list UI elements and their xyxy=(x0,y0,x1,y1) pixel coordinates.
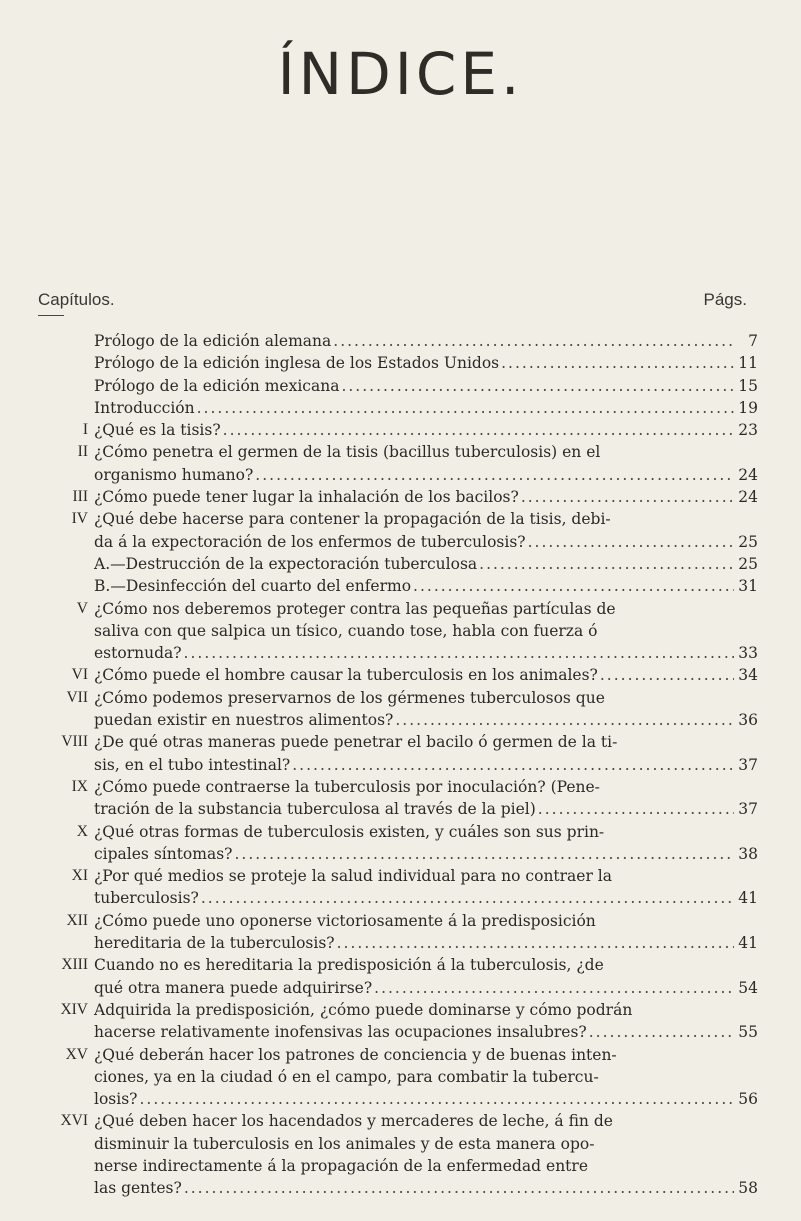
toc-entry xyxy=(38,910,758,955)
entry-last-line xyxy=(94,1088,758,1110)
entry-text-line: ¿Por qué medios se proteje la salud individual para no contraer la xyxy=(94,867,613,886)
entry-title: losis? xyxy=(94,1090,138,1109)
dot-leader xyxy=(201,887,734,909)
entry-text-line: ¿Qué debe hacerse para contener la propagación de la tisis, debi- xyxy=(94,510,611,529)
page-number: 54 xyxy=(738,978,758,997)
chapters-column-header: Capítulos. xyxy=(38,290,115,309)
dot-leader xyxy=(341,375,734,397)
page-number: 19 xyxy=(738,398,758,417)
toc-entry xyxy=(38,954,758,999)
header-rule xyxy=(38,315,64,316)
chapter-number: III xyxy=(72,488,88,506)
entry-title: hacerse relativamente inofensivas las ocupaciones insalubres? xyxy=(94,1023,587,1042)
entry-text-line: saliva con que salpica un tísico, cuando tose, habla con fuerza ó xyxy=(94,621,598,640)
toc-entry xyxy=(38,1110,758,1199)
entry-last-line xyxy=(94,798,758,820)
dot-leader xyxy=(184,642,734,664)
page-number: 56 xyxy=(738,1090,758,1109)
entry-title: A.—Destrucción de la expectoración tuberculosa xyxy=(94,554,478,573)
chapter-number: XI xyxy=(71,867,88,885)
dot-leader xyxy=(292,754,734,776)
chapter-number: VI xyxy=(71,666,88,684)
entry-text-line: ciones, ya en la ciudad ó en el campo, para combatir la tubercu- xyxy=(94,1067,599,1086)
entry-last-line xyxy=(94,664,758,686)
entry-title: B.—Desinfección del cuarto del enfermo xyxy=(94,577,412,596)
toc-entry xyxy=(38,375,758,397)
entry-last-line xyxy=(94,486,758,508)
entry-last-line xyxy=(94,642,758,664)
entry-text-line: ¿Cómo penetra el germen de la tisis (bacillus tuberculosis) en el xyxy=(94,443,601,462)
page-number: 25 xyxy=(738,554,758,573)
toc-entry xyxy=(38,419,758,441)
page-number: 33 xyxy=(738,644,758,663)
chapter-number: XIII xyxy=(61,956,88,974)
entry-title: tuberculosis? xyxy=(94,889,199,908)
entry-last-line xyxy=(94,932,758,954)
toc-entry xyxy=(38,397,758,419)
page-number: 7 xyxy=(748,332,758,350)
toc-entry xyxy=(38,352,758,374)
entry-text-line: ¿Cómo nos deberemos proteger contra las pequeñas partículas de xyxy=(94,599,616,618)
entry-last-line xyxy=(94,575,758,597)
toc-entry xyxy=(38,598,758,665)
entry-title: Introducción xyxy=(94,398,195,417)
entry-last-line xyxy=(94,1177,758,1199)
entry-last-line xyxy=(94,977,758,999)
entry-text-line: nerse indirectamente á la propagación de la enfermedad entre xyxy=(94,1156,588,1175)
entry-title: hereditaria de la tuberculosis? xyxy=(94,934,335,953)
entry-title: cipales síntomas? xyxy=(94,844,233,863)
entry-title: ¿Cómo puede tener lugar la inhalación de los bacilos? xyxy=(94,488,519,507)
entry-last-line xyxy=(94,1021,758,1043)
page-number: 36 xyxy=(738,711,758,730)
entry-text-line: Cuando no es hereditaria la predisposición á la tuberculosis, ¿de xyxy=(94,956,604,975)
dot-leader xyxy=(197,397,734,419)
dot-leader xyxy=(600,664,734,686)
dot-leader xyxy=(395,709,734,731)
page-number: 25 xyxy=(738,532,758,551)
entry-title: qué otra manera puede adquirirse? xyxy=(94,978,373,997)
entry-title: Prólogo de la edición alemana xyxy=(94,332,332,350)
dot-leader xyxy=(223,419,734,441)
entry-title: ¿Cómo puede el hombre causar la tuberculosis en los animales? xyxy=(94,666,598,685)
toc-entry xyxy=(38,575,758,597)
toc-entry xyxy=(38,508,758,553)
page-number: 34 xyxy=(738,666,758,685)
entry-text-line: ¿Qué deberán hacer los patrones de conciencia y de buenas inten- xyxy=(94,1045,617,1064)
entry-last-line xyxy=(94,397,758,419)
page-number: 55 xyxy=(738,1023,758,1042)
page-title: ÍNDICE. xyxy=(277,40,524,108)
dot-leader xyxy=(521,486,734,508)
entry-text-line: ¿Cómo podemos preservarnos de los gérmenes tuberculosos que xyxy=(94,688,605,707)
chapter-number: II xyxy=(77,443,88,461)
dot-leader xyxy=(337,932,734,954)
dot-leader xyxy=(528,531,734,553)
entry-last-line xyxy=(94,553,758,575)
entry-text-line: ¿Qué otras formas de tuberculosis existen, y cuáles son sus prin- xyxy=(94,822,605,841)
entry-title: estornuda? xyxy=(94,644,182,663)
chapter-number: XIV xyxy=(60,1000,88,1018)
entry-last-line xyxy=(94,352,758,374)
entry-text-line: Adquirida la predisposición, ¿cómo puede dominarse y cómo podrán xyxy=(94,1000,633,1019)
toc-entry xyxy=(38,553,758,575)
chapter-number: IV xyxy=(71,510,88,528)
entry-text-line: ¿Cómo puede contraerse la tuberculosis por inoculación? (Pene- xyxy=(94,777,600,796)
dot-leader xyxy=(139,1088,734,1110)
entry-title: puedan existir en nuestros alimentos? xyxy=(94,711,394,730)
entry-last-line xyxy=(94,330,758,352)
dot-leader xyxy=(374,977,734,999)
chapter-number: XII xyxy=(66,911,88,929)
page-number: 38 xyxy=(738,844,758,863)
page-number: 24 xyxy=(738,465,758,484)
entry-last-line xyxy=(94,843,758,865)
page-number: 58 xyxy=(738,1179,758,1198)
dot-leader xyxy=(413,575,734,597)
chapter-number: VII xyxy=(66,688,88,706)
toc-entry xyxy=(38,330,758,352)
toc-entry xyxy=(38,441,758,486)
entry-text-line: ¿De qué otras maneras puede penetrar el bacilo ó germen de la ti- xyxy=(94,733,618,752)
pages-column-header: Págs. xyxy=(703,290,747,309)
chapter-number: X xyxy=(76,822,88,840)
entry-last-line xyxy=(94,419,758,441)
entry-title: Prólogo de la edición mexicana xyxy=(94,376,340,395)
entry-title: organismo humano? xyxy=(94,465,254,484)
dot-leader xyxy=(589,1021,734,1043)
table-of-contents xyxy=(38,330,758,1200)
entry-last-line xyxy=(94,709,758,731)
dot-leader xyxy=(538,798,734,820)
entry-text-line: disminuir la tuberculosis en los animales y de esta manera opo- xyxy=(94,1134,595,1153)
page-number: 23 xyxy=(738,421,758,440)
dot-leader xyxy=(333,330,734,352)
chapter-number: XVI xyxy=(60,1112,88,1130)
toc-entry xyxy=(38,999,758,1044)
entry-title: ¿Qué es la tisis? xyxy=(94,421,221,440)
toc-entry xyxy=(38,664,758,686)
page-number: 41 xyxy=(738,889,758,908)
page-number: 41 xyxy=(738,934,758,953)
entry-last-line xyxy=(94,375,758,397)
entry-title: las gentes? xyxy=(94,1179,182,1198)
toc-entry xyxy=(38,1044,758,1111)
chapter-number: IX xyxy=(71,777,88,795)
dot-leader xyxy=(234,843,734,865)
chapter-number: I xyxy=(82,421,88,439)
entry-text-line: ¿Qué deben hacer los hacendados y mercaderes de leche, á fin de xyxy=(94,1112,613,1131)
toc-entry xyxy=(38,687,758,732)
chapter-number: V xyxy=(76,599,88,617)
toc-entry xyxy=(38,821,758,866)
dot-leader xyxy=(255,464,734,486)
page-number: 24 xyxy=(738,488,758,507)
page-number: 31 xyxy=(738,577,758,596)
toc-entry xyxy=(38,731,758,776)
dot-leader xyxy=(501,352,734,374)
page-number: 37 xyxy=(738,800,758,819)
toc-entry xyxy=(38,486,758,508)
page-number: 37 xyxy=(738,755,758,774)
entry-title: da á la expectoración de los enfermos de tuberculosis? xyxy=(94,532,526,551)
entry-title: tración de la substancia tuberculosa al través de la piel) xyxy=(94,800,536,819)
page-number: 11 xyxy=(738,354,758,373)
chapter-number: XV xyxy=(65,1045,88,1063)
dot-leader xyxy=(184,1177,734,1199)
entry-text-line: ¿Cómo puede uno oponerse victoriosamente á la predisposición xyxy=(94,911,596,930)
entry-last-line xyxy=(94,531,758,553)
entry-last-line xyxy=(94,464,758,486)
toc-entry xyxy=(38,865,758,910)
entry-last-line xyxy=(94,887,758,909)
toc-entry xyxy=(38,776,758,821)
dot-leader xyxy=(479,553,734,575)
entry-title: sis, en el tubo intestinal? xyxy=(94,755,291,774)
page-number: 15 xyxy=(738,376,758,395)
entry-last-line xyxy=(94,754,758,776)
entry-title: Prólogo de la edición inglesa de los Estados Unidos xyxy=(94,354,500,373)
chapter-number: VIII xyxy=(61,733,88,751)
